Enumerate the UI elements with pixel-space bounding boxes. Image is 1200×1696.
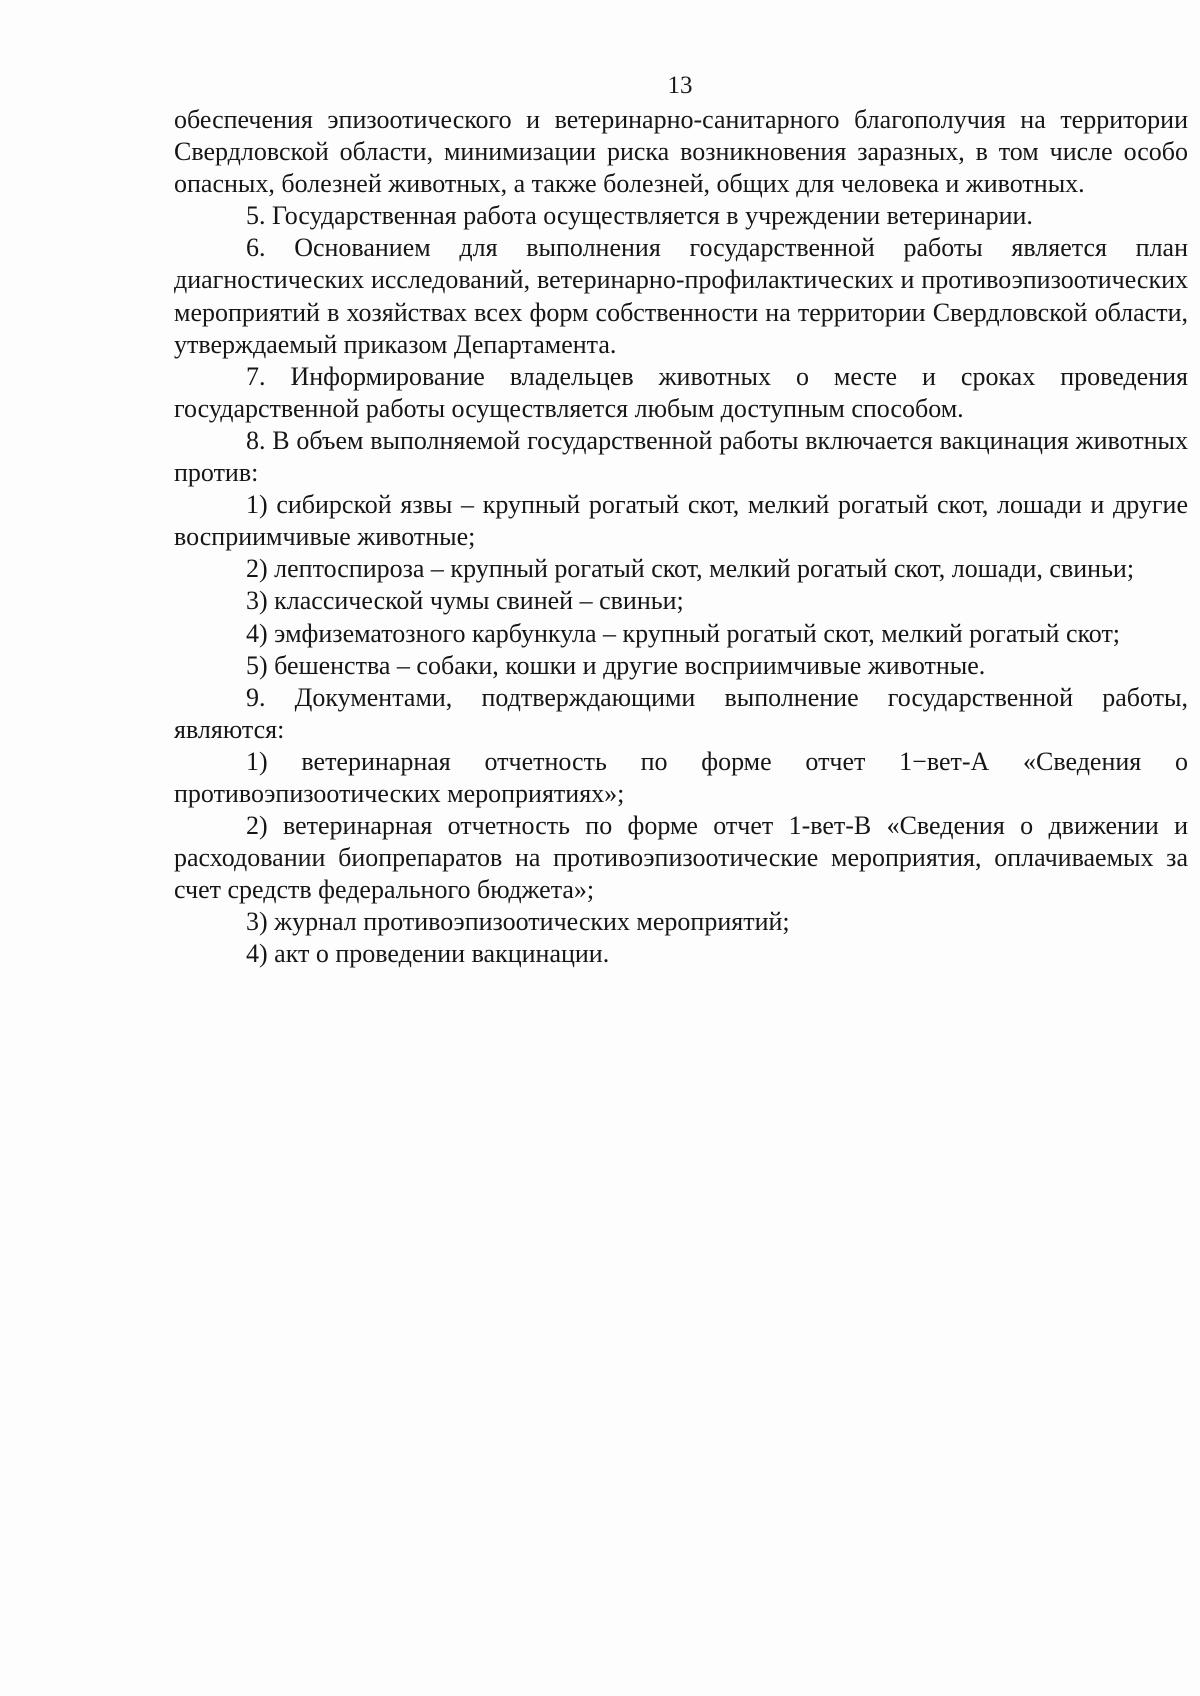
paragraph-5: 5. Государственная работа осуществляется в учреждении ветеринарии. [246, 201, 1033, 231]
list-item-8-5: 5) бешенства – собаки, кошки и другие восприимчивые животные. [246, 650, 986, 680]
paragraph-7: 7. Информирование владельцев животных о месте и сроках проведения государственной работы осуществляется любым доступным способом. [174, 361, 1188, 423]
paragraph-9: 9. Документами, подтверждающими выполнение государственной работы, являются: [174, 682, 1188, 744]
list-item-9-4: 4) акт о проведении вакцинации. [246, 939, 610, 969]
paragraph-6: 6. Основанием для выполнения государственной работы является план диагностических исследований, ветеринарно-профилактических и противоэпизоотических мероприятий в хозяйствах всех форм собственности на территории Свердловской области, утверждаемый приказом Департамента. [174, 233, 1188, 359]
paragraph-8: 8. В объем выполняемой государственной работы включается вакцинация животных против: [174, 425, 1188, 488]
page-number: 13 [667, 72, 693, 99]
document-body [174, 104, 1188, 971]
list-item-8-4: 4) эмфизематозного карбункула – крупный рогатый скот, мелкий рогатый скот; [246, 618, 1121, 648]
list-item-9-2: 2) ветеринарная отчетность по форме отчет 1-вет-В «Сведения о движении и расходовании биопрепаратов на противоэпизоотические мероприятия, оплачиваемых за счет средств федерального бюджета»; [174, 811, 1188, 905]
list-item-9-3: 3) журнал противоэпизоотических мероприятий; [246, 907, 790, 937]
list-item-8-3: 3) классической чумы свиней – свиньи; [246, 586, 684, 616]
paragraph-intro-continuation: обеспечения эпизоотического и ветеринарно-санитарного благополучия на территории Свердловской области, минимизации риска возникновения заразных, в том числе особо опасных, болезней животных, а также болезней, общих для человека и животных. [174, 105, 1188, 199]
list-item-8-2: 2) лептоспироза – крупный рогатый скот, мелкий рогатый скот, лошади, свиньи; [246, 554, 1135, 584]
list-item-8-1: 1) сибирской язвы – крупный рогатый скот, мелкий рогатый скот, лошади и другие восприимчивые животные; [174, 490, 1188, 552]
list-item-9-1: 1) ветеринарная отчетность по форме отчет 1−вет-А «Сведения о противоэпизоотических мероприятиях»; [174, 746, 1188, 808]
